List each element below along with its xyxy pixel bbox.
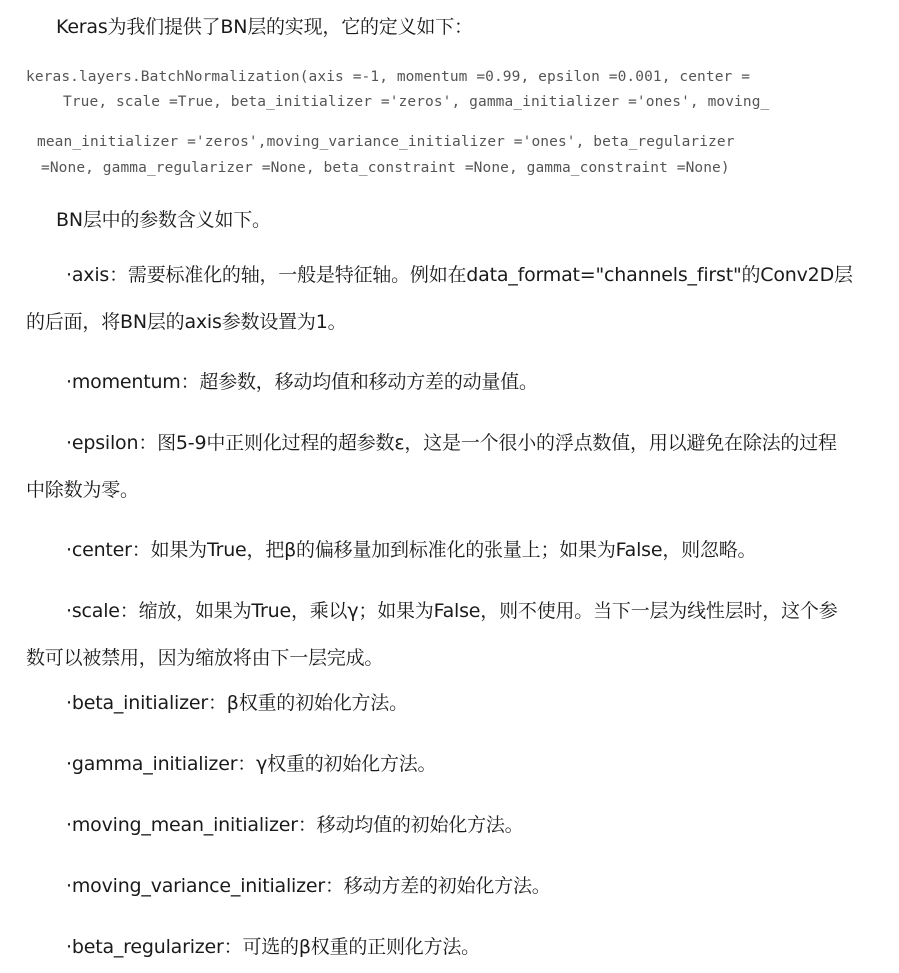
param-text: ·momentum：超参数，移动均值和移动方差的动量值。 [66,371,538,393]
param-text: ·moving_variance_initializer：移动方差的初始化方法。 [66,875,551,897]
params-heading: BN层中的参数含义如下。 [56,209,271,231]
param-item-gamma-initializer [26,741,892,788]
param-text: ·scale：缩放，如果为True，乘以γ；如果为False，则不使用。当下一层为线性层时，这个参 [66,600,838,622]
param-item-moving-variance-initializer [26,863,892,910]
param-text: ·epsilon：图5-9中正则化过程的超参数ε，这是一个很小的浮点数值，用以避免在除法的过程 [66,432,837,454]
param-text-continued: 的后面，将BN层的axis参数设置为1。 [26,311,347,333]
code-line: keras.layers.BatchNormalization(axis =-1, momentum =0.99, epsilon =0.001, center = [26,69,751,85]
param-text: ·axis：需要标准化的轴，一般是特征轴。例如在data_format="channels_first"的Conv2D层 [66,264,853,286]
param-item-moving-mean-initializer [26,802,892,849]
param-text: ·gamma_initializer：γ权重的初始化方法。 [66,753,437,775]
param-item-epsilon [26,420,892,514]
param-item-center [26,527,892,574]
param-text: ·moving_mean_initializer：移动均值的初始化方法。 [66,814,524,836]
code-line: mean_initializer ='zeros',moving_variance_initializer ='ones', beta_regularizer [37,134,735,150]
param-item-axis [26,252,892,346]
param-text: ·beta_regularizer：可选的β权重的正则化方法。 [66,936,480,958]
code-line: =None, gamma_regularizer =None, beta_constraint =None, gamma_constraint =None) [41,160,730,176]
param-text: ·beta_initializer：β权重的初始化方法。 [66,692,408,714]
param-item-momentum [26,359,892,406]
intro-paragraph: Keras为我们提供了BN层的实现，它的定义如下： [56,16,473,38]
param-text-continued: 数可以被禁用，因为缩放将由下一层完成。 [26,647,384,669]
param-text-continued: 中除数为零。 [26,479,139,501]
param-text: ·center：如果为True，把β的偏移量加到标准化的张量上；如果为False，则忽略。 [66,539,757,561]
param-item-scale [26,588,892,682]
param-item-beta-regularizer [26,924,892,971]
param-item-beta-initializer [26,680,892,727]
code-line: True, scale =True, beta_initializer ='zeros', gamma_initializer ='ones', moving_ [63,94,770,110]
